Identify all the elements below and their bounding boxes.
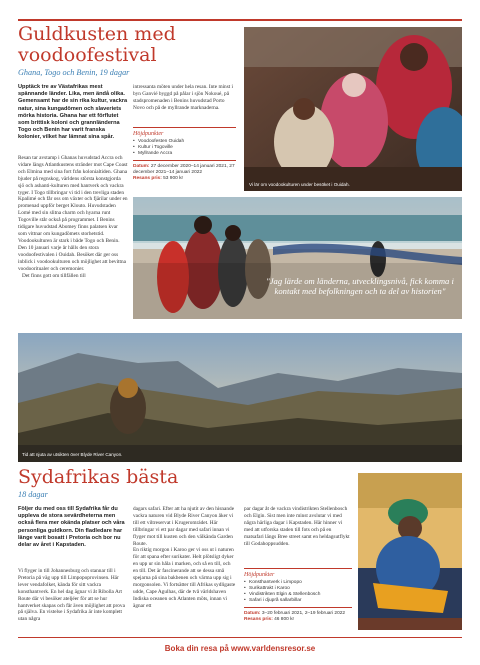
woman-crafts-photo — [358, 473, 462, 630]
photo1-caption: Vi lär om voodookulturen under besöket i Ouidah. — [249, 182, 350, 187]
section2-col2-text: dagars safari. Efter att ha njutit av den hisnande vackra naturen vid Blyde River Canyon åker vi till ett viltreservat i Krugeromrádet. Här tillbringar vi ett par dagar med safari innan vi flyger mot till kusten och den välkända Garden Route. En riktig morgon i Karoo ger vi oss ut i naturen för att spana efter surikater. Helt plötsligt dyker en upp ur sin håla i marken, och så en till, och en till. Det är fascinerande att se dessa små spejarna på sina bakbenen och värma upp sig i morgonsolen. Vi fortsätter till Afrikas sydligaste udde, Cape Agulhas, där de två världshaven Indiska oceanen och Atlanten möts, innan vi ägnar ett — [133, 506, 236, 609]
section1-col2-text: intressanta möten under hela resan. Inte minst i byn Ganvié byggd på pålar i sjön Nokoué, på stadspromenaden i Benins huvudstad Porto Novo och på de myllrande marknaderna. — [133, 84, 234, 111]
section1-subtitle: Ghana, Togo och Benin, 19 dagar — [18, 68, 130, 77]
section2-col3-text: par dagar åt de vackra vindistrikten Stellenbosch och Elgin. Sist men inte minst avslutar vi med några härliga dagar i Kapstaden. Här hinner vi med att utforska staden till fots och på en matsafari längs Bree street samt en heldagsutflykt till Godahoppsudden. — [244, 506, 350, 547]
section1-price — [133, 176, 236, 182]
section2-price — [244, 617, 352, 623]
price-value: 53 900 kr — [163, 176, 184, 181]
highlight-item: • Surikattrakt i Karoo — [244, 586, 352, 592]
voodoo-women-illustration — [244, 27, 462, 191]
dates-value: 3–20 februari 2021, 2–19 februari 2022 — [261, 611, 346, 616]
section1-dates — [133, 164, 236, 176]
highlights-bottom-rule — [244, 607, 352, 608]
section1-body-p1: Resan tar avstamp i Ghanas huvudstad Accra och vidare längs Atlantkustens stränder mot Cape Coast och Elmina med sina fort från kolonialtiden. Ghana bjuder på regnskog, världens största konstgjorda sjö och ashanti-kulturen med hantverk och vackra tyger. I Togo tillbringar vi tid i den trevliga staden Kpalimé och får oss om växter och fjärilar under en promenad uppför berget Klouto. Huvudstaden Lomé med sin slitna charm och hyarna runt Togoville står också på programmet. I Benins tidigare huvudstad Abomey finns palatsen kvar som vittnar om kungadömets storhetstid. Voodookulturen är stark i både Togo och Benin. Den 10 januari varje år hålls den stora voodoofestivalen i Ouidah. Besöket där ger oss inblick i voodookulturen och möjlighet att bevittna voodooritualer och ceremonier. — [18, 155, 128, 272]
section1-highlights-title: Höjdpunkter — [133, 131, 164, 137]
highlights-top-rule — [133, 127, 236, 128]
section1-body-p2: Det finns gott om tillfällen till — [22, 273, 86, 280]
highlight-item: • Vindistrikten Elgin & Stellenbosch — [244, 592, 352, 598]
section2-highlights-box — [244, 565, 352, 623]
section1-title-line2: voodoofestival — [18, 44, 157, 66]
highlights-top-rule — [244, 568, 352, 569]
section2-body: Vi flyger in till Johannesburg och stannar till i Pretoria på väg upp till Limpopoprovinsen. Här lever vendafolket, kända för sitt vackra konsthantverk. En hel dag ägnar vi åt Ribolla Art Route där vi besöker ateljéer för att se hur hantverket skapas och får även möjlighet att prova på själva. En vistelse i Sydafrika är inte komplett utan några — [18, 568, 125, 623]
highlight-item: • Voodoofesten Ouidah — [133, 139, 236, 145]
highlight-item: • Kultur i Togoville — [133, 145, 236, 151]
beach-fishermen-illustration — [133, 197, 462, 319]
pull-quote: "Jag lärde om länderna, utvecklingsnivå, fick komma i kontakt med befolkningen och ta del av historien" — [266, 276, 454, 296]
section2-subtitle: 18 dagar — [18, 490, 48, 499]
section1-lead: Upptäck tre av Västafrikas mest spännande länder. Lika, men ändå olika. Gemensamt har de sin rika kultur, vackra natur, sina kungadömen och slaveriets mörka historia. Ghana har ett förflutet som brittisk koloni och grannländerna Togo och Benin har varit franska kolonier, vilket har lämnat sina spår. — [18, 84, 128, 141]
woman-crafts-illustration — [358, 473, 462, 630]
section1-body — [18, 155, 128, 280]
canyon-illustration — [18, 333, 462, 462]
price-label: Resans pris: — [133, 176, 162, 181]
panorama-caption: Tid att njuta av utsikten över Blyde River Canyon. — [22, 452, 123, 457]
blyde-canyon-photo — [18, 333, 462, 462]
section2-highlights-title: Höjdpunkter — [244, 572, 275, 578]
footer-rule — [18, 637, 462, 638]
highlight-item: • Myllrande Accra — [133, 151, 236, 157]
dates-label: Datum: — [244, 611, 261, 616]
top-rule — [18, 19, 462, 21]
highlight-item: • Konsthantverk i Limpopo — [244, 580, 352, 586]
price-label: Resans pris: — [244, 617, 273, 622]
section2-lead: Följer du med oss till Sydafrika får du uppleva de stora sevärdheterna men också flera mer okända platser och våra personliga guldkorn. Din fladledare har länge varit bosatt i Pretoria och bor nu delar av året i Kapstaden. — [18, 506, 125, 549]
dates-value: 27 december 2020–14 januari 2021, 27 december 2021–14 januari 2022 — [133, 164, 235, 175]
voodoo-women-photo — [244, 27, 462, 191]
section1-title-line1: Guldkusten med — [18, 23, 176, 45]
section1-highlights-box — [133, 124, 236, 182]
section1-title — [18, 24, 176, 66]
highlights-bottom-rule — [133, 160, 236, 161]
dates-label: Datum: — [133, 164, 150, 169]
footer-booking-link[interactable]: Boka din resa på www.varldensresor.se — [164, 644, 316, 653]
beach-fishermen-photo — [133, 197, 462, 319]
highlight-item: • Safari i djuprå sallarbillar — [244, 598, 352, 604]
price-value: 46 800 kr — [274, 617, 295, 622]
section2-title: Sydafrikas bästa — [18, 466, 179, 488]
